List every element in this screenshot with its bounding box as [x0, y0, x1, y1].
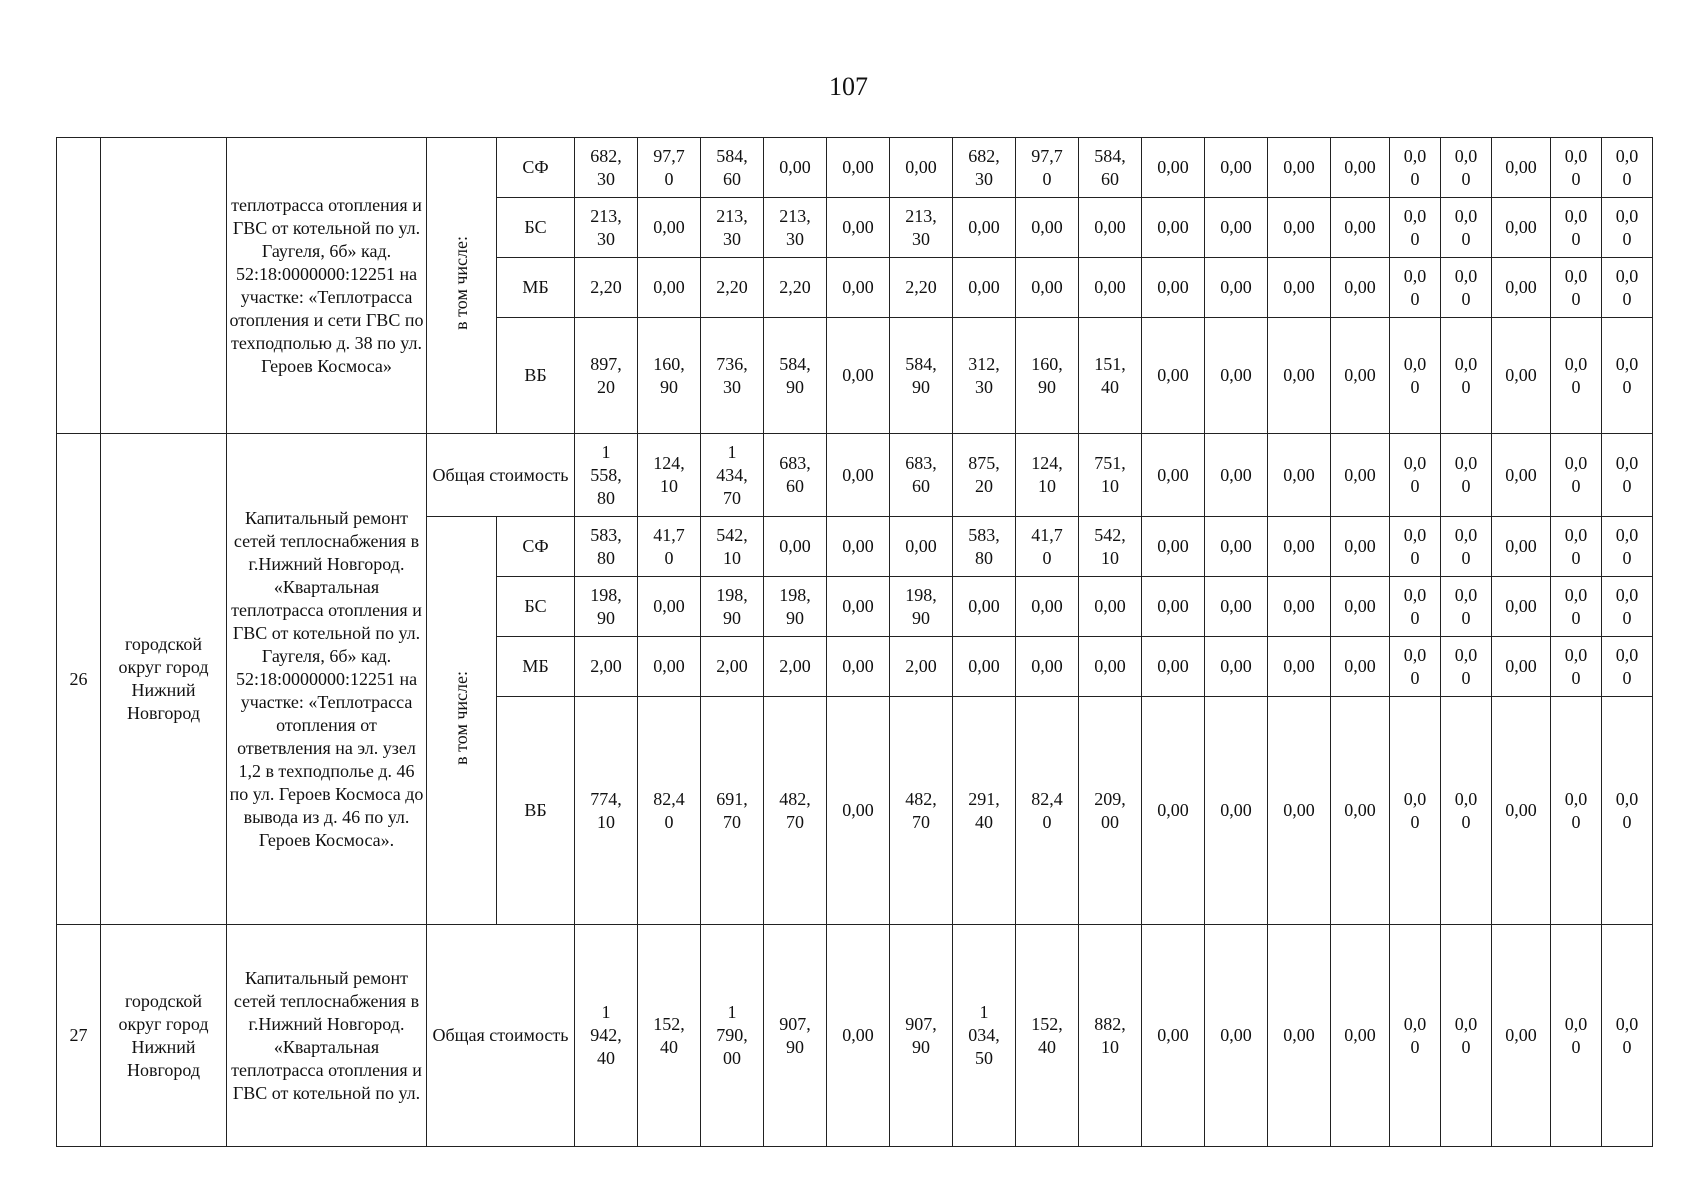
- value-cell: 213, 30: [764, 198, 827, 258]
- value-cell: 0,00: [1268, 198, 1331, 258]
- value-cell: 0,0 0: [1441, 577, 1492, 637]
- value-cell: 2,00: [890, 637, 953, 697]
- value-cell: 0,00: [1142, 577, 1205, 637]
- district-cell: городской округ город Нижний Новгород: [101, 434, 227, 925]
- value-cell: 0,00: [764, 517, 827, 577]
- value-cell: 0,00: [1492, 318, 1551, 434]
- value-cell: 152, 40: [638, 925, 701, 1147]
- value-cell: 41,7 0: [638, 517, 701, 577]
- value-cell: 0,0 0: [1602, 637, 1653, 697]
- value-cell: 0,00: [1331, 637, 1390, 697]
- table-row: [57, 434, 1653, 517]
- district-cell: городской округ город Нижний Новгород: [101, 925, 227, 1147]
- value-cell: 0,00: [1331, 697, 1390, 925]
- value-cell: 0,00: [1492, 697, 1551, 925]
- value-cell: 213, 30: [575, 198, 638, 258]
- value-cell: 583, 80: [575, 517, 638, 577]
- value-cell: 0,00: [1331, 517, 1390, 577]
- value-cell: 0,00: [953, 637, 1016, 697]
- value-cell: 0,00: [827, 258, 890, 318]
- value-cell: 0,00: [1331, 258, 1390, 318]
- value-cell: 542, 10: [1079, 517, 1142, 577]
- value-cell: 0,0 0: [1602, 925, 1653, 1147]
- value-cell: 0,00: [890, 138, 953, 198]
- value-cell: 0,0 0: [1551, 517, 1602, 577]
- value-cell: 584, 60: [1079, 138, 1142, 198]
- breakdown-label-cell: [427, 517, 497, 925]
- value-cell: 0,00: [1142, 258, 1205, 318]
- value-cell: 0,00: [1142, 637, 1205, 697]
- value-cell: 0,0 0: [1390, 198, 1441, 258]
- funding-source-label: ВБ: [497, 697, 575, 925]
- value-cell: 0,0 0: [1390, 697, 1441, 925]
- value-cell: 0,00: [1016, 577, 1079, 637]
- value-cell: 0,00: [1142, 697, 1205, 925]
- value-cell: 0,0 0: [1551, 258, 1602, 318]
- value-cell: 584, 90: [890, 318, 953, 434]
- value-cell: 0,00: [1016, 637, 1079, 697]
- value-cell: 0,00: [1205, 637, 1268, 697]
- value-cell: 41,7 0: [1016, 517, 1079, 577]
- value-cell: 0,00: [827, 637, 890, 697]
- value-cell: 584, 90: [764, 318, 827, 434]
- value-cell: 0,0 0: [1441, 198, 1492, 258]
- value-cell: 0,00: [638, 258, 701, 318]
- value-cell: 2,00: [701, 637, 764, 697]
- value-cell: 0,00: [827, 198, 890, 258]
- value-cell: 2,20: [701, 258, 764, 318]
- value-cell: 0,00: [827, 577, 890, 637]
- value-cell: 0,00: [764, 138, 827, 198]
- value-cell: 0,00: [1142, 925, 1205, 1147]
- value-cell: 0,00: [1331, 138, 1390, 198]
- value-cell: 0,00: [1205, 434, 1268, 517]
- page-number: 107: [829, 72, 868, 101]
- value-cell: 0,0 0: [1441, 138, 1492, 198]
- value-cell: 0,00: [1079, 258, 1142, 318]
- value-cell: 0,0 0: [1390, 434, 1441, 517]
- value-cell: 0,00: [638, 637, 701, 697]
- description-cell: теплотрасса отопления и ГВС от котельной по ул. Гаугеля, 6б» кад. 52:18:0000000:12251 на участке: «Теплотрасса отопления и сети ГВС по техподполью д. 38 по ул. Героев Космоса»: [227, 138, 427, 434]
- value-cell: 0,00: [1016, 198, 1079, 258]
- value-cell: 0,0 0: [1602, 577, 1653, 637]
- table-row: [57, 138, 1653, 198]
- value-cell: 0,00: [1205, 258, 1268, 318]
- value-cell: 0,00: [1205, 925, 1268, 1147]
- row-number-cell: [57, 138, 101, 434]
- value-cell: 0,00: [1492, 434, 1551, 517]
- value-cell: 0,0 0: [1390, 517, 1441, 577]
- value-cell: 0,00: [638, 577, 701, 637]
- value-cell: 0,00: [1331, 925, 1390, 1147]
- value-cell: 0,00: [1205, 318, 1268, 434]
- value-cell: 213, 30: [890, 198, 953, 258]
- value-cell: 82,4 0: [1016, 697, 1079, 925]
- value-cell: 0,00: [1079, 198, 1142, 258]
- value-cell: 0,00: [890, 517, 953, 577]
- value-cell: 1 434, 70: [701, 434, 764, 517]
- value-cell: 0,0 0: [1551, 138, 1602, 198]
- value-cell: 907, 90: [890, 925, 953, 1147]
- value-cell: 0,0 0: [1602, 258, 1653, 318]
- funding-source-label: МБ: [497, 637, 575, 697]
- value-cell: 1 558, 80: [575, 434, 638, 517]
- value-cell: 0,00: [1268, 258, 1331, 318]
- funding-source-label: СФ: [497, 517, 575, 577]
- description-cell: Капитальный ремонт сетей теплоснабжения в г.Нижний Новгород. «Квартальная теплотрасса отопления и ГВС от котельной по ул. Гаугеля, 6б» кад. 52:18:0000000:12251 на участке: «Теплотрасса отопления от ответвления на эл. узел 1,2 в техподполье д. 46 по ул. Героев Космоса до вывода из д. 46 по ул. Героев Космоса».: [227, 434, 427, 925]
- value-cell: 198, 90: [701, 577, 764, 637]
- value-cell: 0,00: [1205, 577, 1268, 637]
- value-cell: 774, 10: [575, 697, 638, 925]
- value-cell: 0,00: [1268, 517, 1331, 577]
- value-cell: 691, 70: [701, 697, 764, 925]
- value-cell: 0,00: [638, 198, 701, 258]
- value-cell: 198, 90: [890, 577, 953, 637]
- value-cell: 907, 90: [764, 925, 827, 1147]
- value-cell: 0,0 0: [1390, 577, 1441, 637]
- value-cell: 0,00: [1205, 198, 1268, 258]
- value-cell: 0,00: [1492, 925, 1551, 1147]
- district-cell: [101, 138, 227, 434]
- funding-source-label: МБ: [497, 258, 575, 318]
- value-cell: 0,0 0: [1390, 925, 1441, 1147]
- value-cell: 97,7 0: [1016, 138, 1079, 198]
- value-cell: 0,00: [1331, 318, 1390, 434]
- value-cell: 0,00: [1142, 198, 1205, 258]
- value-cell: 209, 00: [1079, 697, 1142, 925]
- value-cell: 0,00: [1268, 637, 1331, 697]
- value-cell: 97,7 0: [638, 138, 701, 198]
- value-cell: 897, 20: [575, 318, 638, 434]
- value-cell: 0,0 0: [1390, 258, 1441, 318]
- value-cell: 0,00: [1268, 577, 1331, 637]
- value-cell: 0,00: [953, 258, 1016, 318]
- value-cell: 0,00: [953, 198, 1016, 258]
- value-cell: 0,00: [1268, 925, 1331, 1147]
- value-cell: 0,00: [827, 138, 890, 198]
- breakdown-label: в том числе:: [451, 235, 471, 330]
- value-cell: 152, 40: [1016, 925, 1079, 1147]
- value-cell: 0,0 0: [1551, 198, 1602, 258]
- value-cell: 213, 30: [701, 198, 764, 258]
- value-cell: 682, 30: [953, 138, 1016, 198]
- funding-table: [56, 137, 1653, 1147]
- total-cost-label: Общая стоимость: [427, 925, 575, 1147]
- value-cell: 1 942, 40: [575, 925, 638, 1147]
- value-cell: 0,00: [1492, 258, 1551, 318]
- funding-source-label: ВБ: [497, 318, 575, 434]
- value-cell: 0,00: [1268, 318, 1331, 434]
- value-cell: 482, 70: [890, 697, 953, 925]
- value-cell: 682, 30: [575, 138, 638, 198]
- value-cell: 0,00: [1331, 198, 1390, 258]
- value-cell: 875, 20: [953, 434, 1016, 517]
- value-cell: 683, 60: [890, 434, 953, 517]
- total-cost-label: Общая стоимость: [427, 434, 575, 517]
- value-cell: 124, 10: [1016, 434, 1079, 517]
- value-cell: 0,0 0: [1551, 434, 1602, 517]
- value-cell: 0,0 0: [1602, 198, 1653, 258]
- value-cell: 2,20: [764, 258, 827, 318]
- value-cell: 0,0 0: [1551, 637, 1602, 697]
- value-cell: 160, 90: [638, 318, 701, 434]
- value-cell: 0,0 0: [1602, 517, 1653, 577]
- value-cell: 0,00: [827, 517, 890, 577]
- value-cell: 0,00: [1142, 434, 1205, 517]
- value-cell: 0,0 0: [1551, 318, 1602, 434]
- value-cell: 1 790, 00: [701, 925, 764, 1147]
- value-cell: 683, 60: [764, 434, 827, 517]
- value-cell: 0,0 0: [1441, 434, 1492, 517]
- value-cell: 124, 10: [638, 434, 701, 517]
- value-cell: 0,0 0: [1441, 925, 1492, 1147]
- row-number-cell: 26: [57, 434, 101, 925]
- value-cell: 0,0 0: [1441, 697, 1492, 925]
- value-cell: 0,0 0: [1551, 925, 1602, 1147]
- funding-source-label: БС: [497, 577, 575, 637]
- value-cell: 0,0 0: [1390, 318, 1441, 434]
- value-cell: 584, 60: [701, 138, 764, 198]
- funding-source-label: СФ: [497, 138, 575, 198]
- value-cell: 736, 30: [701, 318, 764, 434]
- value-cell: 0,00: [1492, 198, 1551, 258]
- value-cell: 0,00: [1268, 434, 1331, 517]
- value-cell: 2,00: [764, 637, 827, 697]
- table-row: [57, 925, 1653, 1147]
- breakdown-label-cell: [427, 138, 497, 434]
- value-cell: 0,00: [1142, 318, 1205, 434]
- value-cell: 0,00: [827, 434, 890, 517]
- value-cell: 2,20: [890, 258, 953, 318]
- breakdown-label: в том числе:: [451, 670, 471, 765]
- value-cell: 0,0 0: [1441, 637, 1492, 697]
- value-cell: 0,00: [1016, 258, 1079, 318]
- value-cell: 0,00: [827, 697, 890, 925]
- value-cell: 583, 80: [953, 517, 1016, 577]
- value-cell: 0,00: [953, 577, 1016, 637]
- value-cell: 0,0 0: [1602, 434, 1653, 517]
- value-cell: 0,0 0: [1602, 318, 1653, 434]
- value-cell: 0,00: [1205, 697, 1268, 925]
- description-cell: Капитальный ремонт сетей теплоснабжения в г.Нижний Новгород. «Квартальная теплотрасса отопления и ГВС от котельной по ул.: [227, 925, 427, 1147]
- value-cell: 882, 10: [1079, 925, 1142, 1147]
- value-cell: 482, 70: [764, 697, 827, 925]
- value-cell: 0,00: [1492, 577, 1551, 637]
- value-cell: 0,00: [1331, 577, 1390, 637]
- value-cell: 0,00: [1492, 138, 1551, 198]
- value-cell: 0,00: [827, 925, 890, 1147]
- value-cell: 0,0 0: [1441, 258, 1492, 318]
- value-cell: 0,00: [1268, 697, 1331, 925]
- value-cell: 160, 90: [1016, 318, 1079, 434]
- funding-source-label: БС: [497, 198, 575, 258]
- value-cell: 0,00: [1142, 517, 1205, 577]
- value-cell: 82,4 0: [638, 697, 701, 925]
- value-cell: 198, 90: [575, 577, 638, 637]
- value-cell: 0,00: [1205, 517, 1268, 577]
- value-cell: 751, 10: [1079, 434, 1142, 517]
- value-cell: 0,00: [1268, 138, 1331, 198]
- value-cell: 0,00: [1205, 138, 1268, 198]
- value-cell: 2,20: [575, 258, 638, 318]
- value-cell: 1 034, 50: [953, 925, 1016, 1147]
- value-cell: 542, 10: [701, 517, 764, 577]
- value-cell: 0,0 0: [1390, 637, 1441, 697]
- value-cell: 291, 40: [953, 697, 1016, 925]
- value-cell: 0,00: [1079, 577, 1142, 637]
- value-cell: 0,0 0: [1551, 697, 1602, 925]
- value-cell: 0,0 0: [1441, 318, 1492, 434]
- value-cell: 0,00: [1331, 434, 1390, 517]
- value-cell: 0,00: [827, 318, 890, 434]
- value-cell: 0,00: [1142, 138, 1205, 198]
- value-cell: 2,00: [575, 637, 638, 697]
- value-cell: 198, 90: [764, 577, 827, 637]
- value-cell: 0,0 0: [1602, 697, 1653, 925]
- value-cell: 0,0 0: [1441, 517, 1492, 577]
- value-cell: 151, 40: [1079, 318, 1142, 434]
- value-cell: 0,0 0: [1390, 138, 1441, 198]
- row-number-cell: 27: [57, 925, 101, 1147]
- value-cell: 0,00: [1492, 637, 1551, 697]
- value-cell: 0,0 0: [1602, 138, 1653, 198]
- value-cell: 0,00: [1492, 517, 1551, 577]
- value-cell: 0,00: [1079, 637, 1142, 697]
- value-cell: 0,0 0: [1551, 577, 1602, 637]
- value-cell: 312, 30: [953, 318, 1016, 434]
